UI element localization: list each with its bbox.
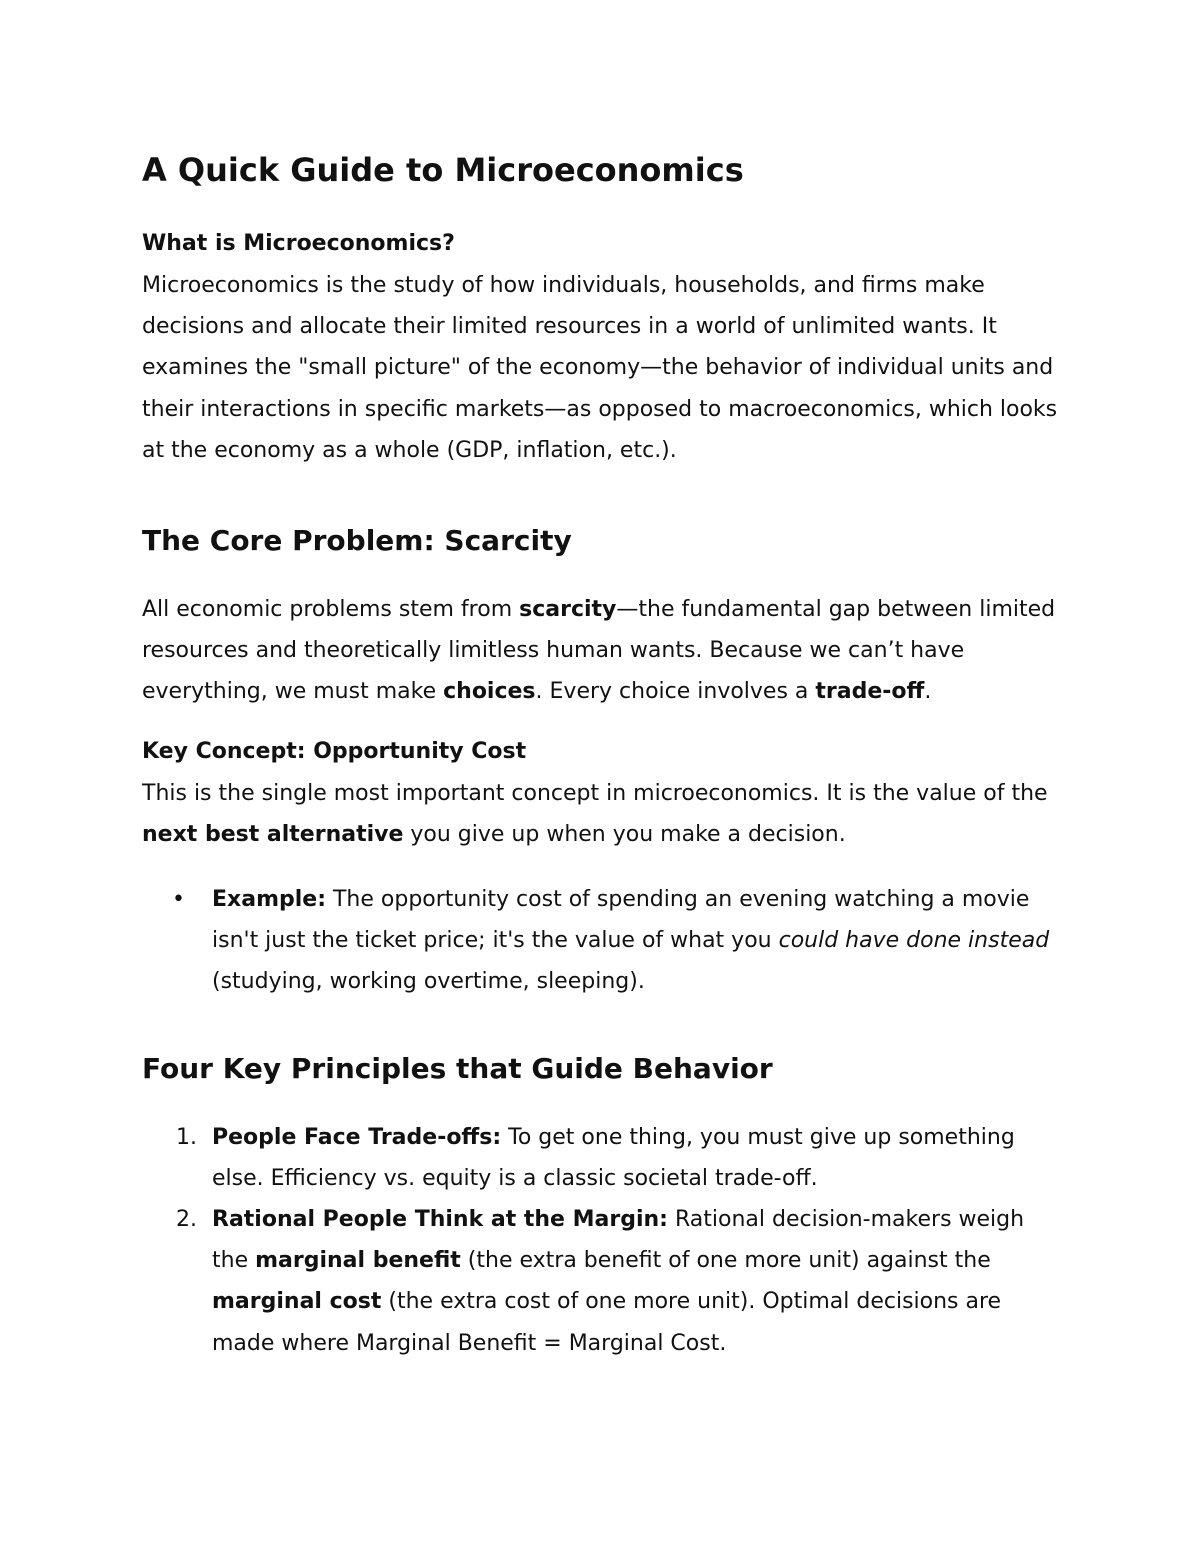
choices-term: choices <box>443 679 536 705</box>
principle-label: Rational People Think at the Margin: <box>212 1207 668 1233</box>
intro-paragraph: Microeconomics is the study of how individuals, households, and firms make decisions and allocate their limited resources in a world of unlimited wants. It examines the "small picture" of the economy—the behavior of individual units and their interactions in specific markets—as opposed to macroeconomics, which looks at the economy as a whole (GDP, inflation, etc.). <box>142 273 1058 463</box>
opportunity-paragraph <box>142 773 1060 855</box>
principles-section <box>142 1051 1060 1364</box>
list-item <box>142 1199 1060 1364</box>
next-best-alternative-term: next best alternative <box>142 821 404 847</box>
scarcity-text-4: . <box>924 679 932 705</box>
scarcity-text-1: All economic problems stem from <box>142 597 520 623</box>
intro-section <box>142 230 1060 471</box>
scarcity-heading: The Core Problem: Scarcity <box>142 524 572 558</box>
list-number: 1. <box>176 1124 197 1150</box>
list-number: 2. <box>176 1207 197 1233</box>
trade-off-term: trade-off <box>815 679 925 705</box>
example-text-1: The opportunity cost of spending an evening watching a movie isn't just the ticket price; it's the value of what you <box>212 887 1030 954</box>
principles-heading: Four Key Principles that Guide Behavior <box>142 1051 773 1085</box>
scarcity-paragraph <box>142 589 1060 713</box>
opportunity-section <box>142 738 1060 1003</box>
principles-list <box>142 1117 1060 1364</box>
bullet-marker: • <box>172 887 185 913</box>
intro-heading: What is Microeconomics? <box>142 231 455 256</box>
scarcity-term: scarcity <box>519 597 617 623</box>
marginal-benefit-term: marginal benefit <box>255 1248 461 1274</box>
example-list <box>142 879 1060 1003</box>
opportunity-text-1: This is the single most important concept in microeconomics. It is the value of the <box>142 780 1048 806</box>
scarcity-text-2: —the fundamental gap between limited resources and theoretically limitless human wants. Because we can’t have everything, we must make <box>142 597 1056 705</box>
example-label: Example: <box>212 887 326 913</box>
list-item <box>142 879 1060 1003</box>
principle-text-2: (the extra benefit of one more unit) against the <box>460 1248 991 1274</box>
principle-text-1: Rational decision-makers weigh the <box>212 1207 1025 1274</box>
principle-text-3: (the extra cost of one more unit). Optimal decisions are made where Marginal Benefit = Marginal Cost. <box>212 1289 1002 1356</box>
opportunity-text-2: you give up when you make a decision. <box>403 821 846 847</box>
example-italic: could have done instead <box>778 928 1050 954</box>
document-title: A Quick Guide to Microeconomics <box>142 151 744 189</box>
scarcity-text-3: . Every choice involves a <box>535 679 816 705</box>
opportunity-heading: Key Concept: Opportunity Cost <box>142 738 527 764</box>
example-text-2: (studying, working overtime, sleeping). <box>212 969 645 995</box>
principle-label: People Face Trade-offs: <box>212 1124 502 1150</box>
marginal-cost-term: marginal cost <box>212 1289 382 1315</box>
principle-text: To get one thing, you must give up something else. Efficiency vs. equity is a classic societal trade-off. <box>212 1124 1015 1191</box>
scarcity-section <box>142 523 1060 713</box>
list-item <box>142 1117 1060 1199</box>
